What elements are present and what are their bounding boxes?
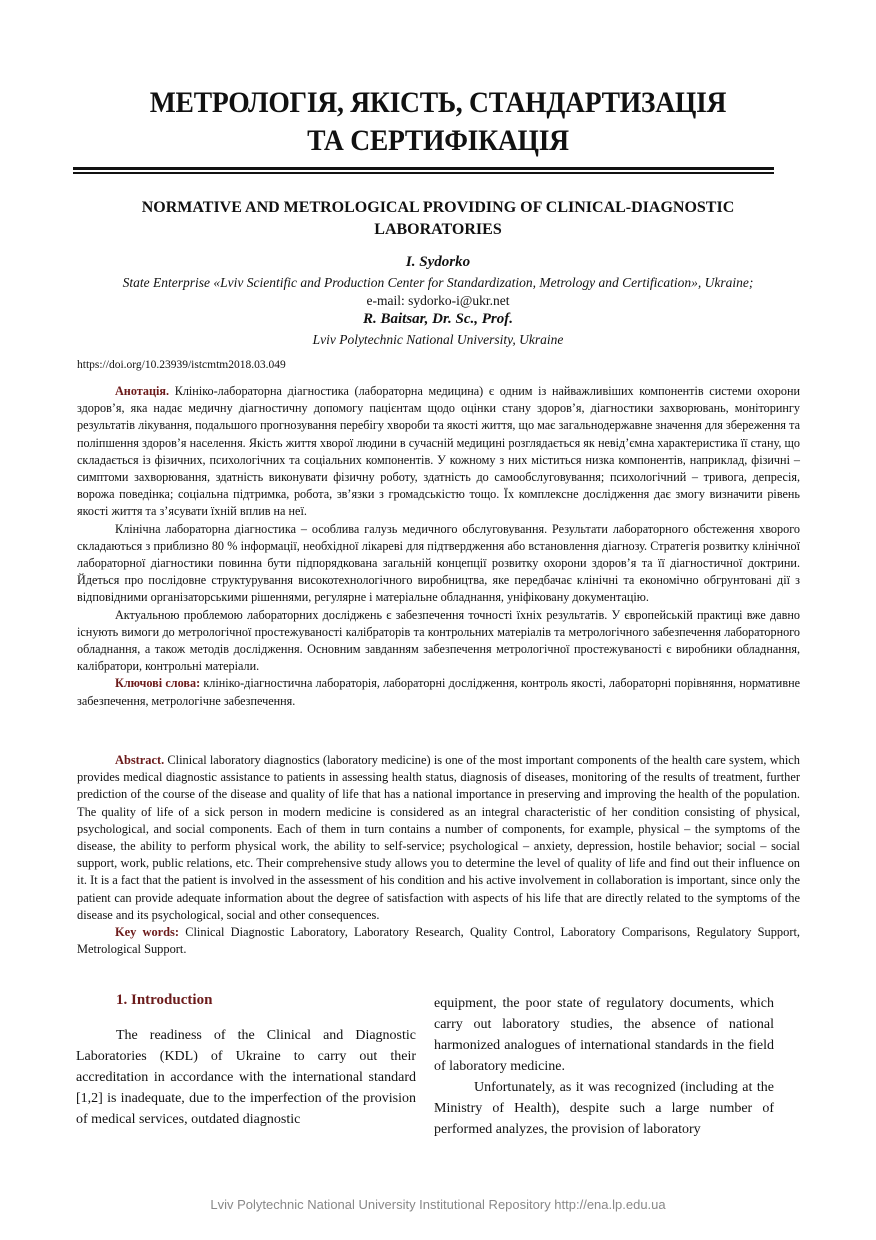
annotation-paragraph: Клінічна лабораторна діагностика – особлива галузь медичного обслуговування. Результати лабораторного обстеження хворого складаються з приблизно 80 % інформації, необхідної лікареві для підтвердження або встановлення діагнозу. Стратегія розвитку клінічної лабораторної діагностики повинна бути підпорядкована загальній концепції розвитку охорони здоров’я та її діагностичної доктрини. Йдеться про послідовне структурування високотехнологічного виробництва, яке передбачає клінічні та економічно обгрунтовані дії з відповідними організаторськими рішеннями, регулярне і матеріальне обладнання, уніфіковану документацію. [77,521,800,605]
author-name: I. Sydorko [405,254,471,270]
abstract-en [77,752,800,958]
section-heading-introduction: 1. Introduction [116,992,213,1008]
journal-section-title-line1: МЕТРОЛОГІЯ, ЯКІСТЬ, СТАНДАРТИЗАЦІЯ [149,86,727,119]
body-paragraph: equipment, the poor state of regulatory documents, which carry out laboratory studies, the absence of national harmonized analogues of international standards in the field of laboratory medicine. [434,996,774,1074]
doi-link[interactable]: https://doi.org/10.23939/istcmtm2018.03.049 [77,359,286,371]
body-paragraph: Unfortunately, as it was recognized (including at the Ministry of Health), despite such a large number of performed analyzes, the provision of laboratory [434,1080,774,1137]
column-right [434,993,774,1140]
annotation-paragraph [77,383,800,521]
body-paragraph: The readiness of the Clinical and Diagnostic Laboratories (KDL) of Ukraine to carry out their accreditation in accordance with the international standard [1,2] is inadequate, due to the imperfection of the provision of medical services, outdated diagnostic [76,1028,416,1127]
author-affiliation: Lviv Polytechnic National University, Ukraine [312,332,564,347]
annotation-ua [77,383,800,710]
journal-section-title [35,84,841,160]
keywords-label: Key words: [115,925,180,940]
author-name: R. Baitsar, Dr. Sc., Prof. [362,311,514,327]
abstract-text: Clinical laboratory diagnostics (laboratory medicine) is one of the most important components of the health care system, which provides medical diagnostic assistance to patients in assessing health status, diagnosis of diseases, monitoring of the results of treatment, further prediction of the course of the disease and quality of life that has a national importance in preserving and improving the health of the population. The quality of life of a sick person in modern medicine is considered as an integral characteristic of her condition consisting of physical, psychological, and social components. Each of them in turn contains a number of components, for example, physical – the symptoms of the disease, the ability to perform physical work, the ability to self-service; psychological – anxiety, depression, hostile behavior; social – social support, work, public relations, etc. Their comprehensive study allows you to determine the level of quality of life and find out their influence on it. It is a fact that the patient is involved in the assessment of his condition and his active involvement in collaboration is important, since only the patient can provide adequate information about the degree of satisfaction with aspects of his life that are directly related to the symptoms of the disease and its psychological, social and other consequences. [77,753,800,922]
abstract-label: Abstract. [115,753,165,767]
header-double-rule-bottom [73,172,774,174]
annotation-text: Клініко-лабораторна діагностика (лабораторна медицина) є одним із найважливіших компонентів системи охорони здоров’я, яка надає медичну діагностичну допомогу пацієнтам щодо оцінки стану здоров’я, діагностики захворювань, моніторингу результатів лікування, подальшого прогнозування перебігу хвороби та якості життя, що має загальнодержавне значення для збереження та поліпшення здоров’я населення. Якість життя хворої людини в сучасній медицині розглядається як невід’ємна характеристика її стану, що складається із фізичних, психологічних та соціальних компонентів. У кожному з них міститься низка компонентів, наприклад, фізичні – симптоми захворювання, здатність виконувати фізичну роботу, здатність до самообслуговування; психологічний – тривога, депресія, ворожа поведінка; соціальна підтримка, робота, зв’язки з громадськістю тощо. Їх комплексне дослідження дає змогу визначити рівень якості життя та з’ясувати їхній вплив на неї. [77,384,801,519]
author-affiliation: State Enterprise «Lviv Scientific and Production Center for Standardization, Metrology and Certification», Ukraine; [122,275,754,290]
keywords-text: клініко-діагностична лабораторія, лабораторні дослідження, контроль якості, лабораторні порівняння, нормативне забезпечення, метрологічне забезпечення. [77,676,801,708]
journal-section-title-line2: ТА СЕРТИФІКАЦІЯ [307,124,569,157]
keywords-text: Clinical Diagnostic Laboratory, Laboratory Research, Quality Control, Laboratory Comparisons, Regulatory Support, Metrological Support. [77,925,800,957]
repository-footer: Lviv Polytechnic National University Institutional Repository http://ena.lp.edu.ua [210,1197,666,1212]
keywords-en [77,924,800,958]
paper-title: NORMATIVE AND METROLOGICAL PROVIDING OF CLINICAL-DIAGNOSTIC LABORATORIES [141,199,735,238]
abstract-paragraph [77,752,800,924]
keywords-ua [77,675,800,709]
header-double-rule-top [73,167,774,170]
keywords-label: Ключові слова: [115,676,201,691]
annotation-paragraph: Актуальною проблемою лабораторних досліджень є забезпечення точності їхніх результатів. У європейській практиці вже давно існують вимоги до метрологічної простежуваності калібраторів та контрольних матеріалів та метрологічного забезпечення лабораторного обладнання, а також методів дослідження. Основним завданням забезпечення метрологічної простежуваності є виробники обладнання, калібратори, контрольні матеріали. [77,607,800,674]
column-left [76,990,416,1130]
author-email: e-mail: sydorko-i@ukr.net [366,293,510,308]
annotation-label: Анотація. [115,384,170,398]
